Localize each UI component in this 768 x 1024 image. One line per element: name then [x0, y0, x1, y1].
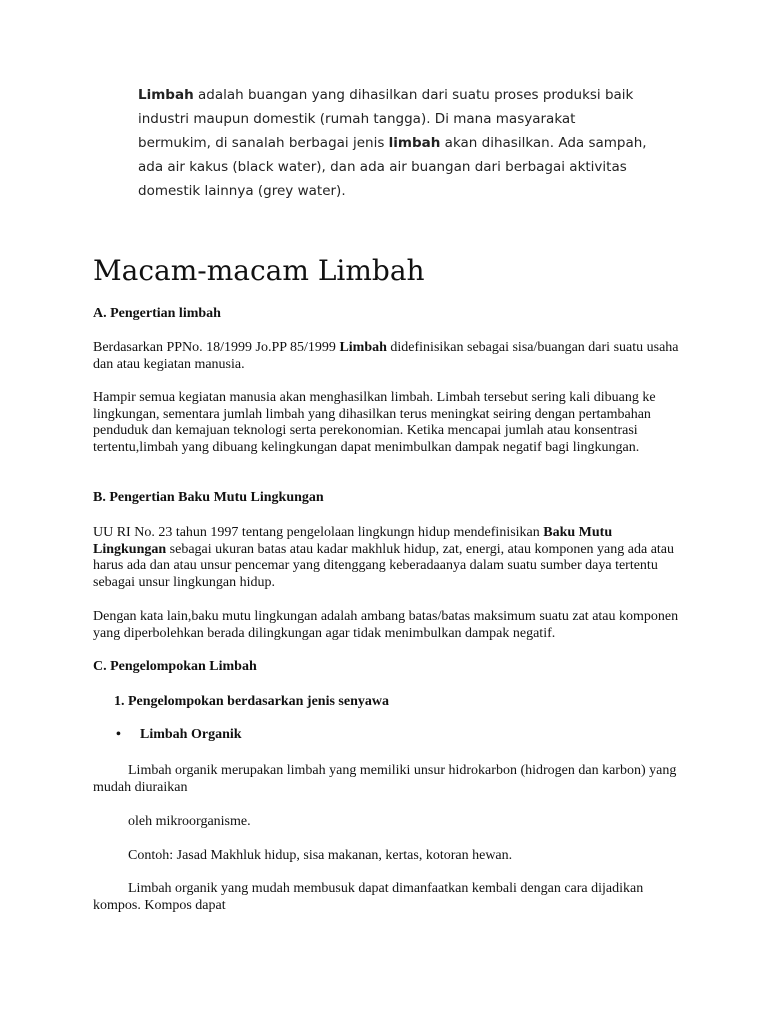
intro-line5: domestik lainnya (grey water). [138, 183, 346, 199]
intro-line4: ada air kakus (black water), dan ada air buangan dari berbagai aktivitas [138, 159, 627, 175]
section-b-p1-end: sebagai ukuran batas atau kadar makhluk hidup, zat, energi, atau komponen yang ada atau harus ada dan atau unsur pencemar yang ditenggang keberadaanya dalam suatu sumber daya tertentu sebagai unsur lingkungan hidup. [93, 541, 675, 590]
intro-bold-limbah-2: limbah [388, 135, 441, 151]
section-b-p1-bold: Baku Mutu Lingkungan [93, 525, 613, 557]
section-c-paragraph-2: oleh mikroorganisme. [128, 814, 251, 829]
bullet-item-limbah-organik [116, 727, 242, 743]
section-c-paragraph-1: Limbah organik merupakan limbah yang memiliki unsur hidrokarbon (hidrogen dan karbon) yang mudah diuraikan [93, 763, 677, 795]
intro-line3-end: akan dihasilkan. Ada sampah, [440, 135, 647, 151]
section-a-paragraph-2: Hampir semua kegiatan manusia akan menghasilkan limbah. Limbah tersebut sering kali dibuang ke lingkungan, sementara jumlah limbah yang dihasilkan terus meningkat seiring dengan pertambahan penduduk dan kemajuan teknologi serta perekonomian. Ketika mencapai jumlah atau konsentrasi tertentu,limbah yang dibuang kelingkungan dapat menimbulkan dampak negatif bagi lingkungan. [93, 390, 656, 455]
intro-line3-start: bermukim, di sanalah berbagai jenis [138, 135, 389, 151]
section-b-paragraph-2: Dengan kata lain,baku mutu lingkungan adalah ambang batas/batas maksimum suatu zat atau komponen yang diperbolehkan berada dilingkungan agar tidak menimbulkan dampak negatif. [93, 609, 679, 641]
section-b-p1-start: UU RI No. 23 tahun 1997 tentang pengelolaan lingkungn hidup mendefinisikan [93, 525, 544, 540]
section-a-paragraph-1 [93, 340, 683, 373]
heading-section-c: C. Pengelompokan Limbah [93, 659, 257, 674]
page-title: Macam-macam Limbah [93, 254, 425, 287]
section-c-paragraph-3: Contoh: Jasad Makhluk hidup, sisa makanan, kertas, kotoran hewan. [128, 848, 513, 863]
bullet-icon: • [116, 727, 121, 742]
subheading-jenis-senyawa: 1. Pengelompokan berdasarkan jenis senyawa [114, 694, 389, 709]
heading-section-a: A. Pengertian limbah [93, 306, 221, 321]
bullet-label: Limbah Organik [140, 727, 242, 742]
section-a-p1-start: Berdasarkan PPNo. 18/1999 Jo.PP 85/1999 [93, 340, 340, 355]
section-b-paragraph-1 [93, 525, 683, 591]
heading-section-b: B. Pengertian Baku Mutu Lingkungan [93, 490, 324, 505]
section-c-paragraph-4: Limbah organik yang mudah membusuk dapat dimanfaatkan kembali dengan cara dijadikan kompos. Kompos dapat [93, 881, 644, 913]
intro-bold-limbah: Limbah [138, 87, 194, 103]
section-a-p1-bold: Limbah [339, 340, 387, 355]
intro-paragraph [138, 83, 698, 203]
section-a-p1-end: didefinisikan sebagai sisa/buangan dari suatu usaha dan atau kegiatan manusia. [93, 340, 679, 372]
intro-line1: adalah buangan yang dihasilkan dari suatu proses produksi baik [193, 87, 634, 103]
intro-line2: industri maupun domestik (rumah tangga). Di mana masyarakat [138, 111, 576, 127]
